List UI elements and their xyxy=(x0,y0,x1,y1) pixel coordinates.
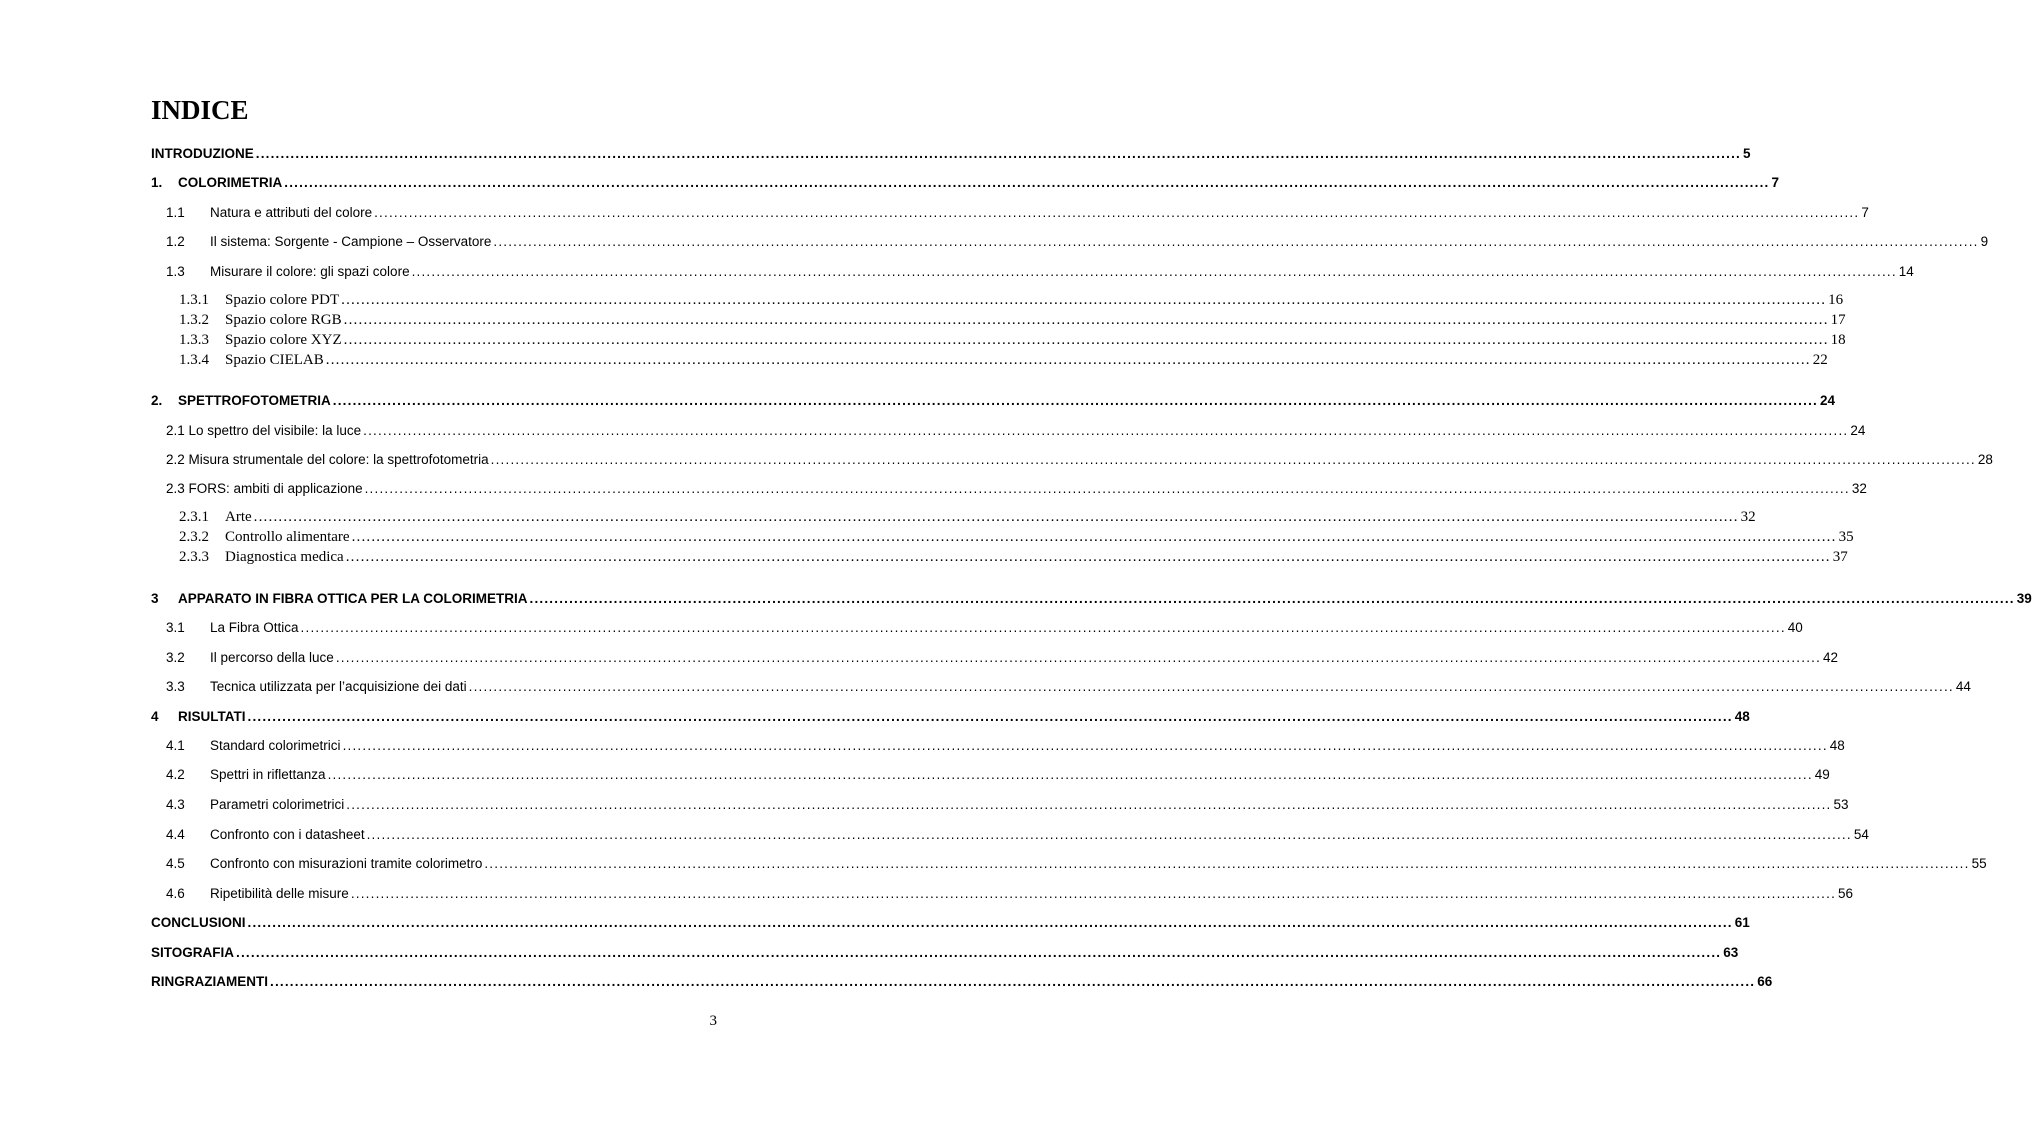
toc-entry-number: 4.1 xyxy=(166,738,185,753)
toc-entry-title: Confronto con i datasheet xyxy=(210,827,365,842)
page-title: INDICE xyxy=(151,95,249,125)
toc-entry-title: INTRODUZIONE xyxy=(151,146,254,161)
toc-entry-title: Spazio colore PDT xyxy=(225,292,340,308)
toc-entry-title: Il sistema: Sorgente - Campione – Osservatore xyxy=(210,234,492,249)
toc-entry-title: Parametri colorimetrici xyxy=(210,797,345,812)
toc-entry[interactable] xyxy=(151,915,1750,935)
toc-entry-page: 63 xyxy=(1723,945,1739,960)
toc-entry-page: 37 xyxy=(1832,549,1848,565)
toc-entry-number: 1.3.3 xyxy=(179,332,209,348)
toc-entry-number: 3.2 xyxy=(166,650,185,665)
dot-leader: ............................................................................................................................................................................................................................................................................................................ xyxy=(247,915,1733,930)
dot-leader: ............................................................................................................................................................................................................................................................................................................ xyxy=(366,827,1852,842)
toc-entry-title: COLORIMETRIA xyxy=(178,175,283,190)
toc-entry-number: 3 xyxy=(151,591,159,606)
toc-entry[interactable] xyxy=(166,264,1914,284)
dot-leader: ............................................................................................................................................................................................................................................................................................................ xyxy=(350,886,1837,901)
toc-entry[interactable] xyxy=(166,827,1869,847)
toc-entry-page: 35 xyxy=(1838,529,1854,545)
toc-entry-page: 18 xyxy=(1830,332,1846,348)
toc-entry[interactable] xyxy=(151,945,1739,965)
dot-leader: ............................................................................................................................................................................................................................................................................................................ xyxy=(270,974,1756,989)
toc-entry[interactable] xyxy=(179,549,1848,569)
toc-entry-number: 3.1 xyxy=(166,620,185,635)
toc-entry-number: 4 xyxy=(151,709,159,724)
toc-entry-title: Controllo alimentare xyxy=(225,529,350,545)
toc-entry[interactable] xyxy=(151,709,1750,729)
toc-entry-page: 53 xyxy=(1833,797,1849,812)
toc-entry-number: 1. xyxy=(151,175,163,190)
toc-entry[interactable] xyxy=(151,175,1779,195)
toc-entry-number: 1.3.1 xyxy=(179,292,209,308)
toc-entry[interactable] xyxy=(166,481,1867,501)
toc-entry-number: 1.1 xyxy=(166,205,185,220)
toc-entry-page: 5 xyxy=(1742,146,1751,161)
toc-entry-page: 48 xyxy=(1734,709,1750,724)
toc-entry-title: Misurare il colore: gli spazi colore xyxy=(210,264,410,279)
dot-leader: ............................................................................................................................................................................................................................................................................................................ xyxy=(374,205,1860,220)
toc-entry-number: 4.4 xyxy=(166,827,185,842)
dot-leader: ............................................................................................................................................................................................................................................................................................................ xyxy=(255,146,1741,161)
toc-entry-title: Diagnostica medica xyxy=(225,549,344,565)
toc-entry-page: 49 xyxy=(1814,767,1830,782)
dot-leader: ............................................................................................................................................................................................................................................................................................................ xyxy=(247,709,1733,724)
toc-entry-page: 32 xyxy=(1740,509,1756,525)
toc-entry-title: Spazio colore RGB xyxy=(225,312,342,328)
toc-entry-number: 1.2 xyxy=(166,234,185,249)
toc-entry-title: Spazio CIELAB xyxy=(225,352,324,368)
toc-entry-number: 3.3 xyxy=(166,679,185,694)
toc-entry-page: 48 xyxy=(1829,738,1845,753)
toc-entry[interactable] xyxy=(166,234,1989,254)
dot-leader: ............................................................................................................................................................................................................................................................................................................ xyxy=(300,620,1786,635)
toc-entry[interactable] xyxy=(179,529,1854,549)
toc-entry-title: Standard colorimetrici xyxy=(210,738,341,753)
toc-entry-number: 1.3.4 xyxy=(179,352,209,368)
toc-entry-title: RINGRAZIAMENTI xyxy=(151,974,268,989)
dot-leader: ............................................................................................................................................................................................................................................................................................................ xyxy=(343,312,1829,328)
toc-entry[interactable] xyxy=(166,856,1987,876)
toc-entry-page: 16 xyxy=(1828,292,1844,308)
toc-entry[interactable] xyxy=(166,767,1830,787)
toc-entry-page: 66 xyxy=(1757,974,1773,989)
page-number: 3 xyxy=(709,1013,717,1029)
dot-leader: ............................................................................................................................................................................................................................................................................................................ xyxy=(468,679,1954,694)
dot-leader: ............................................................................................................................................................................................................................................................................................................ xyxy=(325,352,1811,368)
toc-entry-number: 2. xyxy=(151,393,163,408)
toc-entry[interactable] xyxy=(151,591,2032,611)
toc-entry[interactable] xyxy=(151,393,1836,413)
toc-entry-number: 4.6 xyxy=(166,886,185,901)
toc-entry-number: 4.2 xyxy=(166,767,185,782)
toc-entry[interactable] xyxy=(179,509,1756,529)
dot-leader: ............................................................................................................................................................................................................................................................................................................ xyxy=(327,767,1813,782)
toc-entry-page: 61 xyxy=(1734,915,1750,930)
toc-entry-number: 2.3.3 xyxy=(179,549,209,565)
toc-entry[interactable] xyxy=(179,332,1846,352)
toc-entry[interactable] xyxy=(166,205,1869,225)
toc-entry[interactable] xyxy=(151,974,1773,994)
dot-leader: ............................................................................................................................................................................................................................................................................................................ xyxy=(363,423,1849,438)
toc-entry[interactable] xyxy=(166,452,1993,472)
toc-entry-number: 4.3 xyxy=(166,797,185,812)
toc-entry-page: 22 xyxy=(1812,352,1828,368)
toc-entry[interactable] xyxy=(166,886,1854,906)
toc-entry-number: 4.5 xyxy=(166,856,185,871)
toc-entry-number: 1.3.2 xyxy=(179,312,209,328)
toc-entry[interactable] xyxy=(151,146,1751,166)
dot-leader: ............................................................................................................................................................................................................................................................................................................ xyxy=(343,332,1829,348)
dot-leader: ............................................................................................................................................................................................................................................................................................................ xyxy=(342,738,1828,753)
dot-leader: ............................................................................................................................................................................................................................................................................................................ xyxy=(253,509,1739,525)
dot-leader: ............................................................................................................................................................................................................................................................................................................ xyxy=(236,945,1722,960)
toc-entry-title: CONCLUSIONI xyxy=(151,915,246,930)
toc-entry-number: 2.3.1 xyxy=(179,509,209,525)
toc-entry[interactable] xyxy=(166,620,1803,640)
toc-entry-title: Natura e attributi del colore xyxy=(210,205,373,220)
toc-entry-page: 32 xyxy=(1851,481,1867,496)
dot-leader: ............................................................................................................................................................................................................................................................................................................ xyxy=(351,529,1837,545)
dot-leader: ............................................................................................................................................................................................................................................................................................................ xyxy=(341,292,1827,308)
toc-entry-page: 9 xyxy=(1980,234,1989,249)
dot-leader: ............................................................................................................................................................................................................................................................................................................ xyxy=(364,481,1850,496)
toc-entry-page: 54 xyxy=(1853,827,1869,842)
toc-entry-title: 2.2 Misura strumentale del colore: la spettrofotometria xyxy=(166,452,489,467)
toc-entry-title: SPETTROFOTOMETRIA xyxy=(178,393,331,408)
toc-entry-number: 2.3.2 xyxy=(179,529,209,545)
toc-entry-title: Spazio colore XYZ xyxy=(225,332,342,348)
toc-entry-page: 56 xyxy=(1838,886,1854,901)
toc-entry-title: Il percorso della luce xyxy=(210,650,334,665)
dot-leader: ............................................................................................................................................................................................................................................................................................................ xyxy=(493,234,1979,249)
toc-entry[interactable] xyxy=(179,352,1828,372)
toc-entry-title: Confronto con misurazioni tramite colorimetro xyxy=(210,856,483,871)
dot-leader: ............................................................................................................................................................................................................................................................................................................ xyxy=(529,591,2015,606)
toc-entry-page: 17 xyxy=(1830,312,1846,328)
toc-entry-page: 24 xyxy=(1850,423,1866,438)
toc-entry-page: 24 xyxy=(1819,393,1836,408)
toc-entry[interactable] xyxy=(166,738,1845,758)
dot-leader: ............................................................................................................................................................................................................................................................................................................ xyxy=(490,452,1976,467)
dot-leader: ............................................................................................................................................................................................................................................................................................................ xyxy=(284,175,1770,190)
dot-leader: ............................................................................................................................................................................................................................................................................................................ xyxy=(335,650,1822,665)
toc-entry-title: SITOGRAFIA xyxy=(151,945,235,960)
toc-entry[interactable] xyxy=(166,797,1849,817)
toc-entry-page: 28 xyxy=(1977,452,1993,467)
toc-entry[interactable] xyxy=(179,292,1844,312)
dot-leader: ............................................................................................................................................................................................................................................................................................................ xyxy=(484,856,1970,871)
toc-entry-title: 2.1 Lo spettro del visibile: la luce xyxy=(166,423,362,438)
toc-entry-title: 2.3 FORS: ambiti di applicazione xyxy=(166,481,363,496)
toc-entry-title: APPARATO IN FIBRA OTTICA PER LA COLORIMETRIA xyxy=(178,591,528,606)
toc-entry-page: 7 xyxy=(1771,175,1779,190)
toc-entry[interactable] xyxy=(166,423,1866,443)
toc-entry-title: Ripetibilità delle misure xyxy=(210,886,349,901)
toc-entry-page: 42 xyxy=(1823,650,1839,665)
toc-entry-page: 39 xyxy=(2016,591,2032,606)
toc-entry-page: 7 xyxy=(1861,205,1869,220)
toc-entry-title: Tecnica utilizzata per l’acquisizione dei dati xyxy=(210,679,467,694)
toc-entry-page: 14 xyxy=(1898,264,1914,279)
toc-entry-title: RISULTATI xyxy=(178,709,246,724)
toc-entry[interactable] xyxy=(166,679,1971,699)
dot-leader: ............................................................................................................................................................................................................................................................................................................ xyxy=(345,549,1831,565)
toc-entry-title: Arte xyxy=(225,509,252,525)
toc-entry-number: 1.3 xyxy=(166,264,185,279)
toc-entry-title: La Fibra Ottica xyxy=(210,620,299,635)
toc-entry-title: Spettri in riflettanza xyxy=(210,767,326,782)
dot-leader: ............................................................................................................................................................................................................................................................................................................ xyxy=(346,797,1832,812)
dot-leader: ............................................................................................................................................................................................................................................................................................................ xyxy=(332,393,1818,408)
toc-entry-page: 55 xyxy=(1971,856,1987,871)
toc-entry[interactable] xyxy=(179,312,1846,332)
dot-leader: ............................................................................................................................................................................................................................................................................................................ xyxy=(411,264,1897,279)
toc-entry-page: 40 xyxy=(1787,620,1803,635)
toc-entry[interactable] xyxy=(166,650,1839,670)
toc-entry-page: 44 xyxy=(1955,679,1971,694)
